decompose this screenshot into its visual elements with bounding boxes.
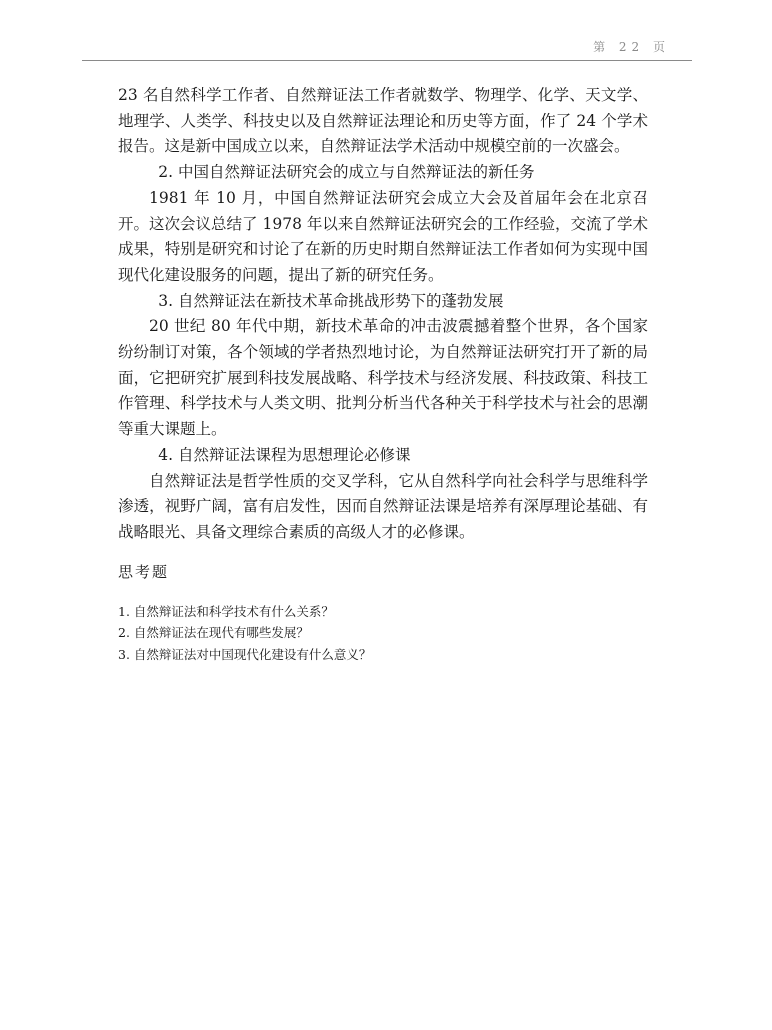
page-number: 第 22 页 bbox=[593, 40, 670, 54]
section-heading-4: 4. 自然辩证法课程为思想理论必修课 bbox=[158, 445, 411, 464]
question-item: 2. 自然辩证法在现代有哪些发展？ bbox=[118, 625, 309, 641]
paragraph-continuation: 23 名自然科学工作者、自然辩证法工作者就数学、物理学、化学、天文学、地理学、人类学、科技史以及自然辩证法理论和历史等方面，作了 24 个学术报告。这是新中国成立以来，自然辩证法学术活动中规模空前的一次盛会。 bbox=[118, 86, 648, 156]
paragraph-tech-revolution: 20 世纪 80 年代中期，新技术革命的冲击波震撼着整个世界，各个国家纷纷制订对策，各个领域的学者热烈地讨论，为自然辩证法研究打开了新的局面，它把研究扩展到科技发展战略、科学技术与经济发展、科技政策、科技工作管理、科学技术与人类文明、批判分析当代各种关于科学技术与社会的思潮等重大课题上。 bbox=[118, 317, 648, 439]
section-heading-3: 3. 自然辩证法在新技术革命挑战形势下的蓬勃发展 bbox=[158, 291, 504, 310]
paragraph-research-society: 1981 年 10 月，中国自然辩证法研究会成立大会及首届年会在北京召开。这次会议总结了 1978 年以来自然辩证法研究会的工作经验，交流了学术成果，特别是研究和讨论了在新的历史时期自然辩证法工作者如何为实现中国现代化建设服务的问题，提出了新的研究任务。 bbox=[118, 188, 648, 284]
section-heading-2: 2. 中国自然辩证法研究会的成立与自然辩证法的新任务 bbox=[158, 163, 535, 182]
page-content bbox=[118, 83, 648, 665]
questions-list bbox=[118, 601, 648, 666]
paragraph-required-course: 自然辩证法是哲学性质的交叉学科，它从自然科学向社会科学与思维科学渗透，视野广阔，富有启发性，因而自然辩证法课是培养有深厚理论基础、有战略眼光、具备文理综合素质的高级人才的必修课。 bbox=[118, 471, 648, 541]
page-header bbox=[82, 0, 692, 61]
question-item: 3. 自然辩证法对中国现代化建设有什么意义？ bbox=[118, 646, 372, 662]
question-item: 1. 自然辩证法和科学技术有什么关系？ bbox=[118, 603, 334, 619]
questions-title: 思考题 bbox=[118, 562, 170, 581]
